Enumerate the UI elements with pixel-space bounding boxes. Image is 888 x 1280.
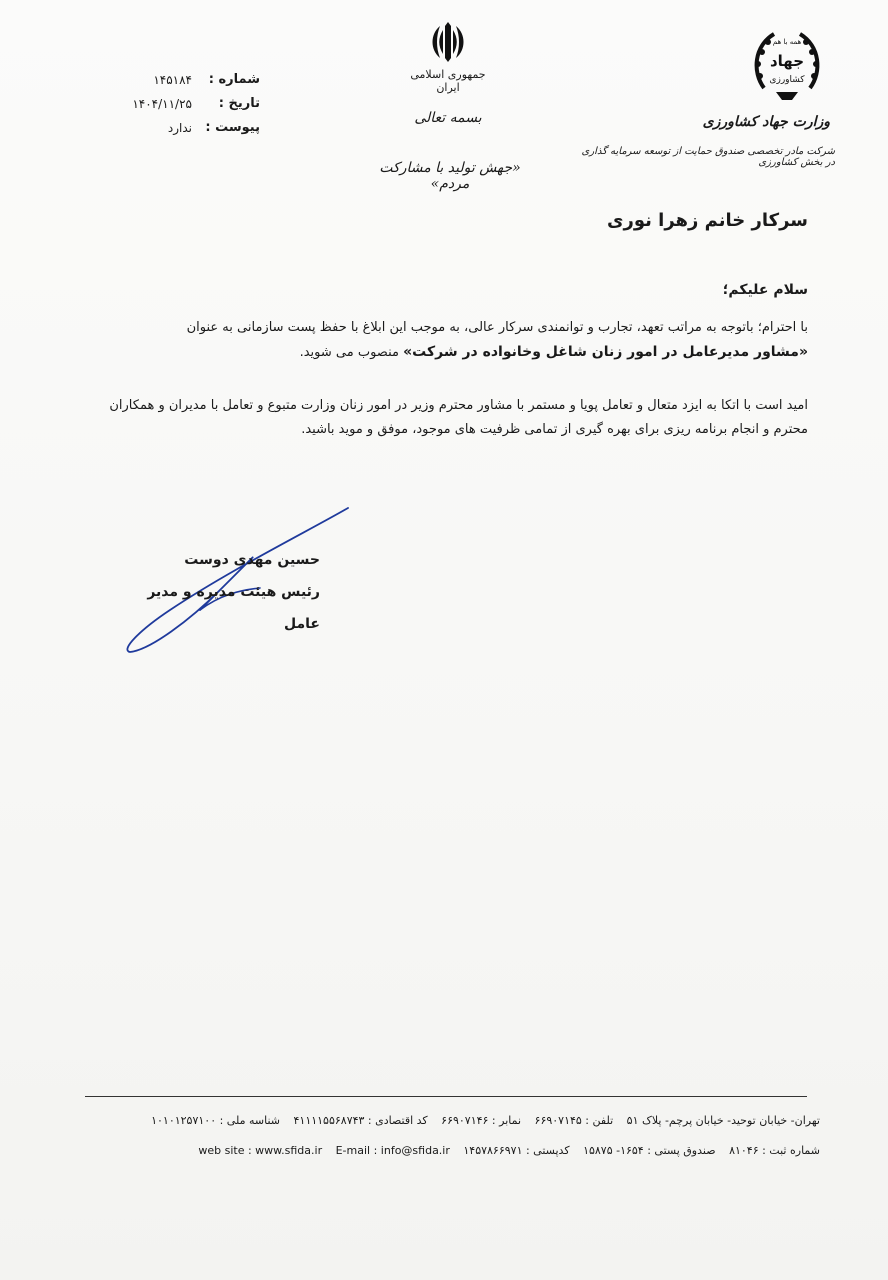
body-paragraph-1 (100, 316, 808, 365)
logo-top-text: همه با هم (772, 38, 802, 46)
footer-address: تهران- خیابان توحید- خیابان پرچم- پلاک ۵۱ (626, 1114, 820, 1127)
government-name: جمهوری اسلامی ایران (410, 68, 486, 94)
number-row (100, 68, 260, 92)
footer-national-id: شناسه ملی : ۱۰۱۰۱۲۵۷۱۰۰ (151, 1114, 281, 1127)
footer-line-1 (80, 1114, 820, 1127)
date-label: تاریخ : (218, 96, 260, 111)
footer-registration: شماره ثبت : ۸۱۰۴۶ (729, 1144, 820, 1157)
footer-economic-code: کد اقتصادی : ۴۱۱۱۱۵۵۶۸۷۴۳ (293, 1114, 428, 1127)
body-paragraph-2: امید است با اتکا به ایزد متعال و تعامل پویا و مستمر با مشاور محترم وزیر در امور زنان وزارت متبوع و تعامل با مدیران و همکاران محترم و انجام برنامه ریزی برای بهره گیری از تمامی ظرفیت های موجود، موفق و موید باشید. (109, 398, 808, 437)
signer-name: حسین مهدی دوست (184, 552, 320, 568)
footer-website-link[interactable]: web site : www.sfida.ir (198, 1144, 323, 1157)
attachment-label: پیوست : (205, 120, 260, 135)
attachment-row (100, 116, 260, 140)
logo-sub-text: کشاورزی (769, 75, 805, 85)
footer-line-2 (80, 1144, 820, 1157)
appointment-title: «مشاور مدیرعامل در امور زنان شاغل وخانواده در شرکت» (403, 344, 808, 360)
footer-divider (85, 1096, 807, 1097)
ministry-name: وزارت جهاد کشاورزی (702, 114, 830, 130)
slogan: «جهش تولید با مشارکت مردم» (379, 160, 521, 192)
company-name: شرکت مادر تخصصی صندوق حمایت از توسعه سرمایه گذاری در بخش کشاورزی (581, 146, 835, 168)
footer-postal-code: کدپستی : ۱۴۵۷۸۶۶۹۷۱ (463, 1144, 570, 1157)
recipient-title: سرکار خانم زهرا نوری (606, 210, 808, 231)
greeting: سلام علیکم؛ (722, 282, 808, 298)
iran-emblem-icon (424, 18, 472, 66)
basmala: بسمه تعالی (414, 110, 482, 126)
footer-po-box: صندوق پستی : ۱۶۵۴- ۱۵۸۷۵ (583, 1144, 716, 1157)
signer-block (120, 544, 320, 640)
number-value: ۱۴۵۱۸۴ (153, 73, 192, 87)
footer-phone: تلفن : ۶۶۹۰۷۱۴۵ (534, 1114, 614, 1127)
footer-email-link[interactable]: E-mail : info@sfida.ir (335, 1144, 450, 1157)
attachment-value: ندارد (167, 121, 192, 135)
jihad-keshavarzi-logo-icon (750, 26, 824, 104)
p1-start: با احترام؛ باتوجه به مراتب تعهد، تجارب و توانمندی سرکار عالی، به موجب این ابلاغ با حفظ پست سازمانی به عنوان (186, 320, 808, 335)
p1-end: منصوب می شوید. (299, 345, 399, 360)
date-row (100, 92, 260, 116)
footer-fax: نمابر : ۶۶۹۰۷۱۴۶ (441, 1114, 522, 1127)
number-label: شماره : (208, 72, 260, 87)
date-value: ۱۴۰۴/۱۱/۲۵ (132, 97, 192, 111)
signer-title: رئیس هیئت مدیره و مدیر عامل (147, 584, 320, 632)
letter-meta (100, 68, 260, 140)
logo-main-text: جهاد (769, 52, 805, 70)
